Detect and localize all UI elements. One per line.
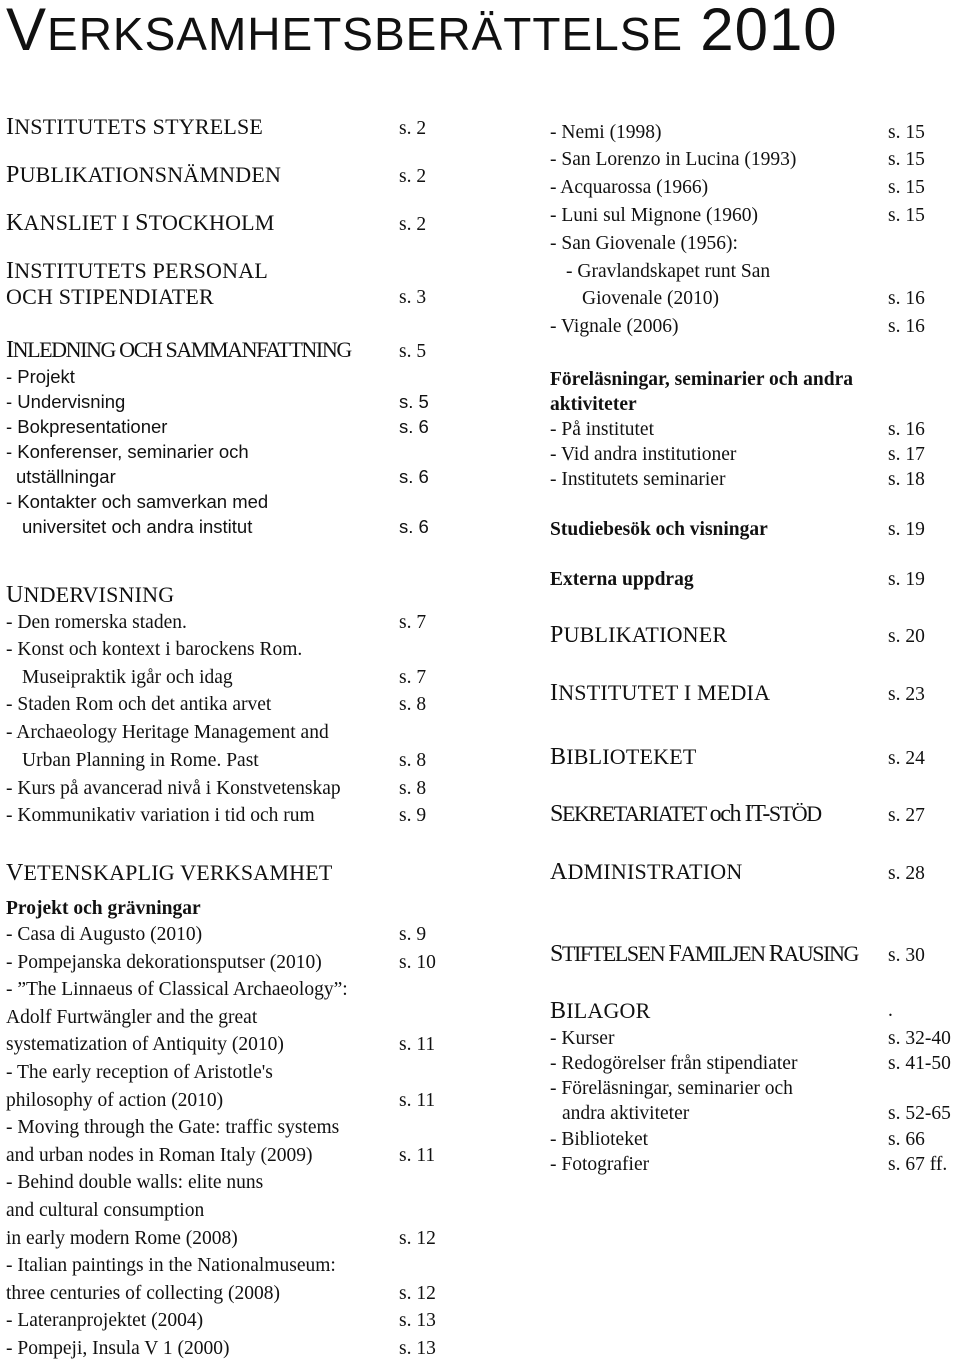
page-ref: s. 30: [888, 945, 925, 966]
page-ref: s. 6: [399, 516, 429, 537]
toc-entry-cont[interactable]: and urban nodes in Roman Italy (2009): [6, 1145, 313, 1166]
page-ref: s. 18: [888, 469, 925, 490]
page-ref: s. 13: [399, 1338, 436, 1359]
page-ref: s. 9: [399, 805, 427, 826]
page-ref: s. 9: [399, 924, 427, 945]
page-ref: s. 8: [399, 694, 427, 715]
page-ref: s. 52-65: [888, 1103, 951, 1124]
toc-entry[interactable]: - Undervisning: [6, 391, 126, 412]
page-ref: s. 15: [888, 177, 925, 198]
toc-heading-stiftelsen[interactable]: STIFTELSEN FAMILJEN RAUSING: [550, 941, 859, 967]
toc-entry[interactable]: - Biblioteket: [550, 1129, 649, 1150]
toc-entry[interactable]: - Den romerska staden.: [6, 612, 187, 633]
page-ref: s. 41-50: [888, 1053, 951, 1074]
toc-heading-vetenskaplig[interactable]: VETENSKAPLIG VERKSAMHET: [6, 860, 333, 886]
page-ref: s. 32-40: [888, 1028, 951, 1049]
toc-entry-cont[interactable]: universitet och andra institut: [22, 516, 253, 537]
toc-entry[interactable]: - Behind double walls: elite nuns: [6, 1172, 264, 1193]
page-ref: s. 16: [888, 316, 925, 337]
page-ref: s. 3: [399, 287, 427, 308]
toc-entry[interactable]: - Pompeji, Insula V 1 (2000): [6, 1338, 230, 1359]
page-ref: s. 11: [399, 1090, 436, 1111]
toc-entry[interactable]: - Acquarossa (1966): [550, 177, 709, 198]
toc-entry[interactable]: - San Giovenale (1956):: [550, 233, 738, 254]
toc-entry[interactable]: - Italian paintings in the Nationalmuseum:: [6, 1255, 336, 1276]
toc-heading-biblioteket[interactable]: BIBLIOTEKET: [550, 744, 697, 770]
toc-entry[interactable]: - Nemi (1998): [550, 122, 662, 143]
toc-entry-cont[interactable]: in early modern Rome (2008): [6, 1228, 238, 1249]
toc-entry[interactable]: - På institutet: [550, 419, 654, 440]
page-ref: s. 67 ff.: [888, 1154, 948, 1175]
page-ref: s. 12: [399, 1228, 436, 1249]
toc-heading-bilagor[interactable]: BILAGOR: [550, 998, 651, 1024]
toc-entry[interactable]: - Föreläsningar, seminarier och: [550, 1078, 793, 1099]
page-ref: s. 11: [399, 1145, 436, 1166]
toc-entry[interactable]: - San Lorenzo in Lucina (1993): [550, 149, 797, 170]
page-ref: s. 10: [399, 952, 436, 973]
toc-entry[interactable]: - Kontakter och samverkan med: [6, 491, 269, 512]
page-ref: s. 23: [888, 684, 925, 705]
page-ref: s. 2: [399, 118, 427, 139]
toc-subheading-forelasningar[interactable]: Föreläsningar, seminarier och andra: [550, 369, 853, 390]
page-ref: s. 7: [399, 667, 427, 688]
toc-entry[interactable]: - Staden Rom och det antika arvet: [6, 694, 272, 715]
toc-entry-cont[interactable]: Museipraktik igår och idag: [22, 667, 233, 688]
page-ref: s. 6: [399, 466, 429, 487]
toc-heading-sekretariatet[interactable]: SEKRETARIATET och IT-STÖD: [550, 801, 821, 827]
page-ref: s. 2: [399, 166, 427, 187]
toc-entry[interactable]: - Bokpresentationer: [6, 416, 168, 437]
page-ref: s. 5: [399, 391, 429, 412]
toc-entry[interactable]: - Vignale (2006): [550, 316, 679, 337]
toc-entry-cont[interactable]: systematization of Antiquity (2010): [6, 1034, 284, 1055]
page-ref: s. 13: [399, 1310, 436, 1331]
toc-subheading-projekt[interactable]: Projekt och grävningar: [6, 898, 201, 919]
toc-subheading-studiebesok[interactable]: Studiebesök och visningar: [550, 519, 768, 540]
toc-heading-personal[interactable]: INSTITUTETS PERSONAL: [6, 258, 268, 284]
toc-entry[interactable]: - Institutets seminarier: [550, 469, 726, 490]
toc-subheading-forelasningar-line2[interactable]: aktiviteter: [550, 394, 637, 415]
page-ref: s. 15: [888, 149, 925, 170]
toc-heading-inledning[interactable]: INLEDNING OCH SAMMANFATTNING: [6, 337, 351, 363]
toc-heading-media[interactable]: INSTITUTET I MEDIA: [550, 680, 771, 706]
page-ref: s. 2: [399, 214, 427, 235]
toc-entry[interactable]: - Projekt: [6, 366, 75, 387]
page-ref: s. 24: [888, 748, 925, 769]
page-ref: s. 15: [888, 122, 925, 143]
toc-heading-styrelse[interactable]: INSTITUTETS STYRELSE: [6, 114, 264, 140]
page-ref: s. 16: [888, 288, 925, 309]
page-ref: s. 15: [888, 205, 925, 226]
page-ref: s. 6: [399, 416, 429, 437]
toc-entry-cont[interactable]: and cultural consumption: [6, 1200, 205, 1221]
page-ref: s. 20: [888, 626, 925, 647]
toc-entry-cont[interactable]: andra aktiviteter: [562, 1103, 690, 1124]
toc-entry-cont[interactable]: Giovenale (2010): [582, 288, 719, 309]
toc-entry[interactable]: - Konferenser, seminarier och: [6, 441, 249, 462]
toc-entry-cont[interactable]: Urban Planning in Rome. Past: [22, 750, 259, 771]
page-ref: s. 11: [399, 1034, 436, 1055]
toc-entry[interactable]: - ”The Linnaeus of Classical Archaeology”:: [6, 979, 348, 1000]
page-ref: s. 16: [888, 419, 925, 440]
page-ref: .: [888, 1000, 893, 1021]
toc-heading-publikationer[interactable]: PUBLIKATIONER: [550, 622, 728, 648]
page-ref: s. 66: [888, 1129, 925, 1150]
toc-entry[interactable]: - Pompejanska dekorationsputser (2010): [6, 952, 322, 973]
toc-entry[interactable]: - Moving through the Gate: traffic systems: [6, 1117, 340, 1138]
page-ref: s. 17: [888, 444, 925, 465]
toc-entry[interactable]: - Konst och kontext i barockens Rom.: [6, 639, 303, 660]
page-ref: s. 8: [399, 778, 427, 799]
toc-subheading-externa[interactable]: Externa uppdrag: [550, 569, 694, 590]
page-ref: s. 12: [399, 1283, 436, 1304]
toc-entry[interactable]: - Fotografier: [550, 1154, 650, 1175]
toc-entry-sub[interactable]: - Gravlandskapet runt San: [566, 261, 771, 282]
toc-entry[interactable]: - Kurser: [550, 1028, 615, 1049]
toc-entry[interactable]: - Luni sul Mignone (1960): [550, 205, 758, 226]
document-title: VERKSAMHETSBERÄTTELSE 2010: [6, 0, 838, 63]
toc-heading-kansliet[interactable]: KANSLIET I STOCKHOLM: [6, 210, 275, 236]
toc-entry[interactable]: - Kurs på avancerad nivå i Konstvetenskap: [6, 778, 341, 799]
toc-heading-administration[interactable]: ADMINISTRATION: [550, 859, 743, 885]
page-ref: s. 5: [399, 341, 427, 362]
page-ref: s. 28: [888, 863, 925, 884]
toc-entry[interactable]: - Lateranprojektet (2004): [6, 1310, 204, 1331]
toc-heading-undervisning[interactable]: UNDERVISNING: [6, 582, 175, 608]
page-ref: s. 19: [888, 519, 925, 540]
toc-entry-cont[interactable]: three centuries of collecting (2008): [6, 1283, 280, 1304]
page-ref: s. 8: [399, 750, 427, 771]
toc-entry-cont[interactable]: Adolf Furtwängler and the great: [6, 1007, 258, 1028]
page-ref: s. 7: [399, 612, 427, 633]
toc-entry[interactable]: - Vid andra institutioner: [550, 444, 737, 465]
toc-entry[interactable]: - Archaeology Heritage Management and: [6, 722, 329, 743]
page-ref: s. 27: [888, 805, 925, 826]
toc-entry-cont[interactable]: utställningar: [16, 466, 116, 487]
toc-heading-publikationsnamnden[interactable]: PUBLIKATIONSNÄMNDEN: [6, 162, 282, 188]
toc-entry[interactable]: - Casa di Augusto (2010): [6, 924, 203, 945]
toc-entry[interactable]: - Kommunikativ variation i tid och rum: [6, 805, 315, 826]
toc-entry[interactable]: - Redogörelser från stipendiater: [550, 1053, 798, 1074]
page-ref: s. 19: [888, 569, 925, 590]
toc-entry-cont[interactable]: philosophy of action (2010): [6, 1090, 224, 1111]
toc-heading-personal-line2[interactable]: OCH STIPENDIATER: [6, 284, 214, 309]
toc-entry[interactable]: - The early reception of Aristotle's: [6, 1062, 273, 1083]
